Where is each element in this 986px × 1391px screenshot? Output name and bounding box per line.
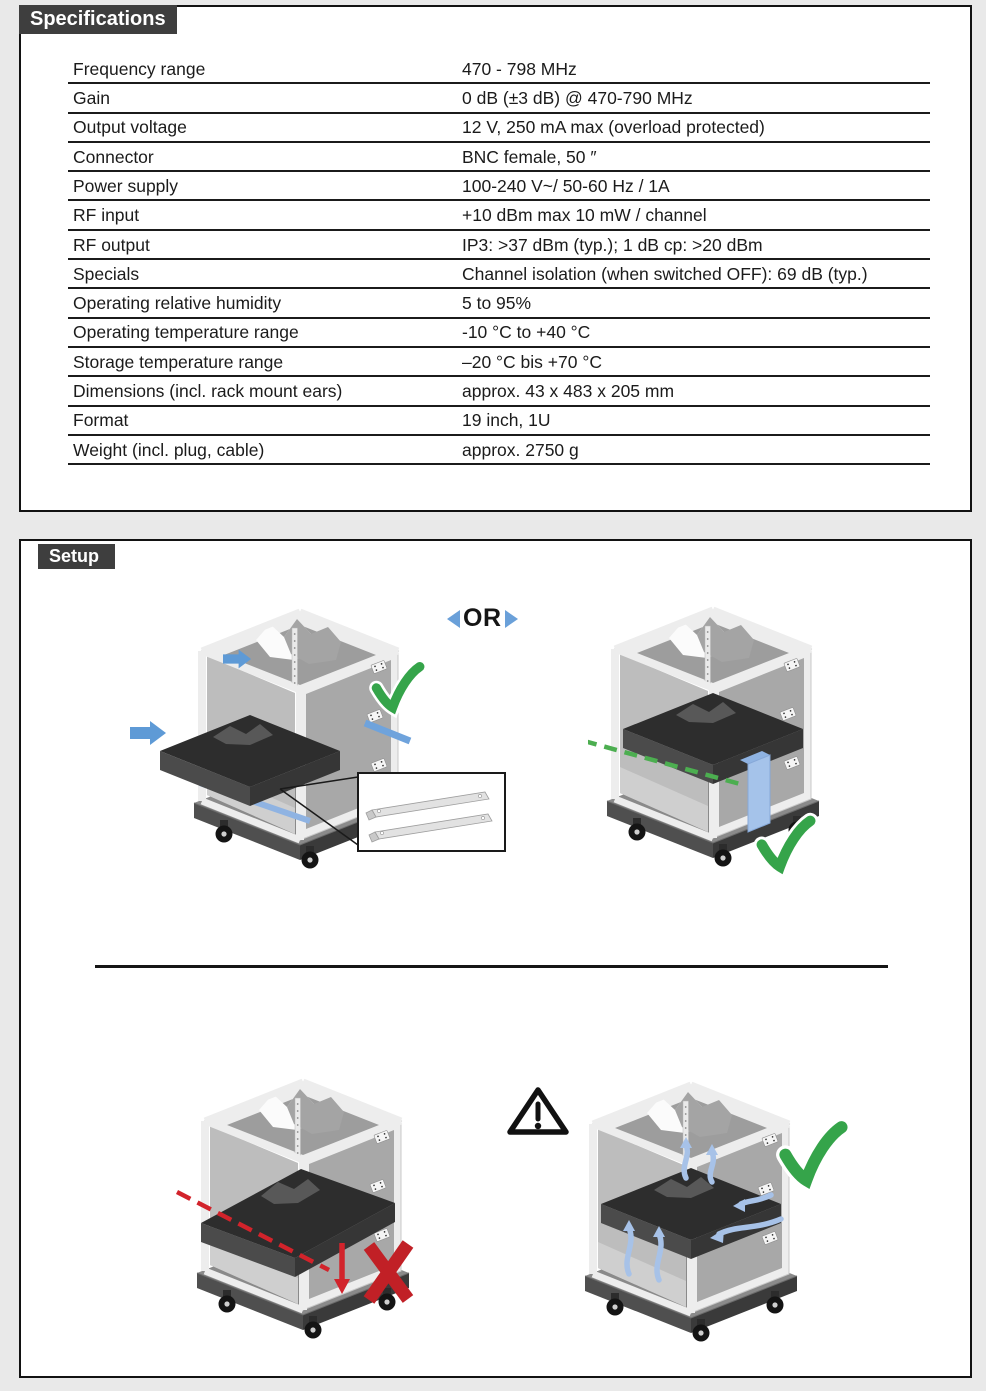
spec-table-row xyxy=(68,55,930,84)
check-icon xyxy=(785,1127,841,1180)
or-label: OR xyxy=(463,604,502,632)
diagram-rack-airflow xyxy=(585,1078,985,1383)
spec-row-label: RF output xyxy=(73,234,150,255)
spec-row-label: RF input xyxy=(73,205,140,226)
spec-table-row xyxy=(68,436,930,465)
spec-row-label: Operating temperature range xyxy=(73,322,299,343)
spec-table-row xyxy=(68,172,930,201)
diagram-rack-level-support xyxy=(588,588,986,893)
spec-row-label: Storage temperature range xyxy=(73,351,284,372)
spec-row-value: 100-240 V~/ 50-60 Hz / 1A xyxy=(462,175,670,196)
spec-table-row xyxy=(68,407,930,436)
spec-table-row xyxy=(68,231,930,260)
spec-row-value: +10 dBm max 10 mW / channel xyxy=(462,205,707,226)
spec-row-label: Output voltage xyxy=(73,117,187,138)
spec-row-label: Weight (incl. plug, cable) xyxy=(73,439,265,460)
spec-row-value: approx. 43 x 483 x 205 mm xyxy=(462,381,675,402)
spec-row-label: Specials xyxy=(73,263,140,284)
spec-row-value: -10 °C to +40 °C xyxy=(462,322,591,343)
spec-table-row xyxy=(68,143,930,172)
right-triangle-icon xyxy=(505,610,518,628)
spec-row-label: Operating relative humidity xyxy=(73,293,282,314)
section-divider xyxy=(95,965,888,968)
spec-table-row xyxy=(68,201,930,230)
spec-row-value: IP3: >37 dBm (typ.); 1 dB cp: >20 dBm xyxy=(462,234,763,255)
spec-table-row xyxy=(68,348,930,377)
spec-row-value: 19 inch, 1U xyxy=(462,410,551,431)
setup-section-title: Setup xyxy=(38,544,115,569)
spec-row-label: Gain xyxy=(73,88,110,109)
spec-table-row xyxy=(68,84,930,113)
spec-table-row xyxy=(68,260,930,289)
spec-table-row xyxy=(68,319,930,348)
spec-table-row xyxy=(68,289,930,318)
spec-row-label: Frequency range xyxy=(73,58,206,79)
spec-row-label: Connector xyxy=(73,146,154,167)
or-separator xyxy=(447,604,518,633)
spec-row-value: 12 V, 250 mA max (overload protected) xyxy=(462,117,765,138)
spec-row-value: approx. 2750 g xyxy=(462,439,579,460)
spec-row-label: Format xyxy=(73,410,129,431)
spec-table-row xyxy=(68,114,930,143)
spec-row-value: 0 dB (±3 dB) @ 470-790 MHz xyxy=(462,88,693,109)
spec-row-value: 5 to 95% xyxy=(462,293,532,314)
spec-row-label: Dimensions (incl. rack mount ears) xyxy=(73,381,343,402)
spec-table-row xyxy=(68,377,930,406)
spec-row-value: BNC female, 50 ″ xyxy=(462,146,597,167)
spec-row-label: Power supply xyxy=(73,175,179,196)
spec-row-value: –20 °C bis +70 °C xyxy=(462,351,602,372)
spec-row-value: 470 - 798 MHz xyxy=(462,58,577,79)
specifications-section-title: Specifications xyxy=(19,5,177,34)
insert-arrow-icon xyxy=(130,721,166,745)
left-triangle-icon xyxy=(447,610,460,628)
warning-icon xyxy=(505,1086,571,1138)
diagram-rack-slide-in-rails xyxy=(130,593,550,898)
spec-row-value: Channel isolation (when switched OFF): 69 dB (typ.) xyxy=(462,263,868,284)
specifications-table xyxy=(68,55,930,465)
